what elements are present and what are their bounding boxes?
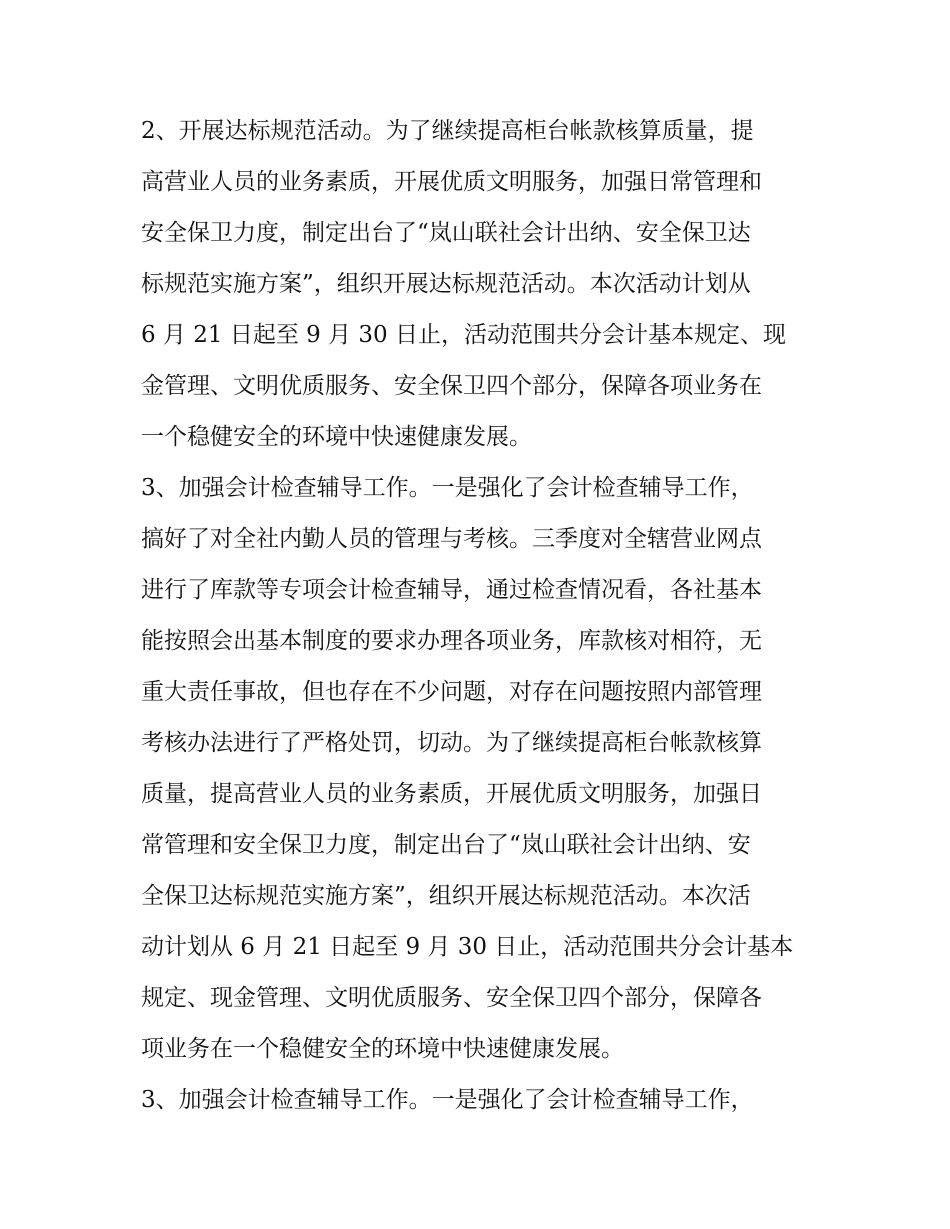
text-line: 规定、现金管理、文明优质服务、安全保卫四个部分，保障各 (141, 985, 762, 1011)
paragraph-section-2 (141, 106, 813, 463)
text-line: 项业务在一个稳健安全的环境中快速健康发展。 (141, 1036, 624, 1062)
paragraph-section-3 (141, 463, 813, 1075)
text-line: 3、加强会计检查辅导工作。一是强化了会计检查辅导工作， (141, 1087, 754, 1113)
paragraph-section-3-repeat (141, 1075, 813, 1126)
text-line: 考核办法进行了严格处罚，切动。为了继续提高柜台帐款核算 (141, 730, 762, 756)
text-line: 全保卫达标规范实施方案”，组织开展达标规范活动。本次活 (141, 883, 751, 909)
text-line: 动计划从 6 月 21 日起至 9 月 30 日止，活动范围共分会计基本 (141, 934, 794, 960)
text-line: 3、加强会计检查辅导工作。一是强化了会计检查辅导工作， (141, 475, 754, 501)
text-line: 一个稳健安全的环境中快速健康发展。 (141, 424, 532, 450)
text-line: 重大责任事故，但也存在不少问题，对存在问题按照内部管理 (141, 679, 762, 705)
text-line: 高营业人员的业务素质，开展优质文明服务，加强日常管理和 (141, 169, 762, 195)
text-line: 2、开展达标规范活动。为了继续提高柜台帐款核算质量，提 (141, 118, 754, 144)
text-line: 安全保卫力度，制定出台了“岚山联社会计出纳、安全保卫达 (141, 220, 751, 246)
document-body (141, 106, 813, 1126)
text-line: 常管理和安全保卫力度，制定出台了“岚山联社会计出纳、安 (141, 832, 751, 858)
text-line: 金管理、文明优质服务、安全保卫四个部分，保障各项业务在 (141, 373, 762, 399)
text-line: 6 月 21 日起至 9 月 30 日止，活动范围共分会计基本规定、现 (141, 322, 786, 348)
text-line: 质量，提高营业人员的业务素质，开展优质文明服务，加强日 (141, 781, 762, 807)
text-line: 进行了库款等专项会计检查辅导，通过检查情况看，各社基本 (141, 577, 762, 603)
text-line: 标规范实施方案”，组织开展达标规范活动。本次活动计划从 (141, 271, 751, 297)
text-line: 能按照会出基本制度的要求办理各项业务，库款核对相符，无 (141, 628, 762, 654)
text-line: 搞好了对全社内勤人员的管理与考核。三季度对全辖营业网点 (141, 526, 762, 552)
